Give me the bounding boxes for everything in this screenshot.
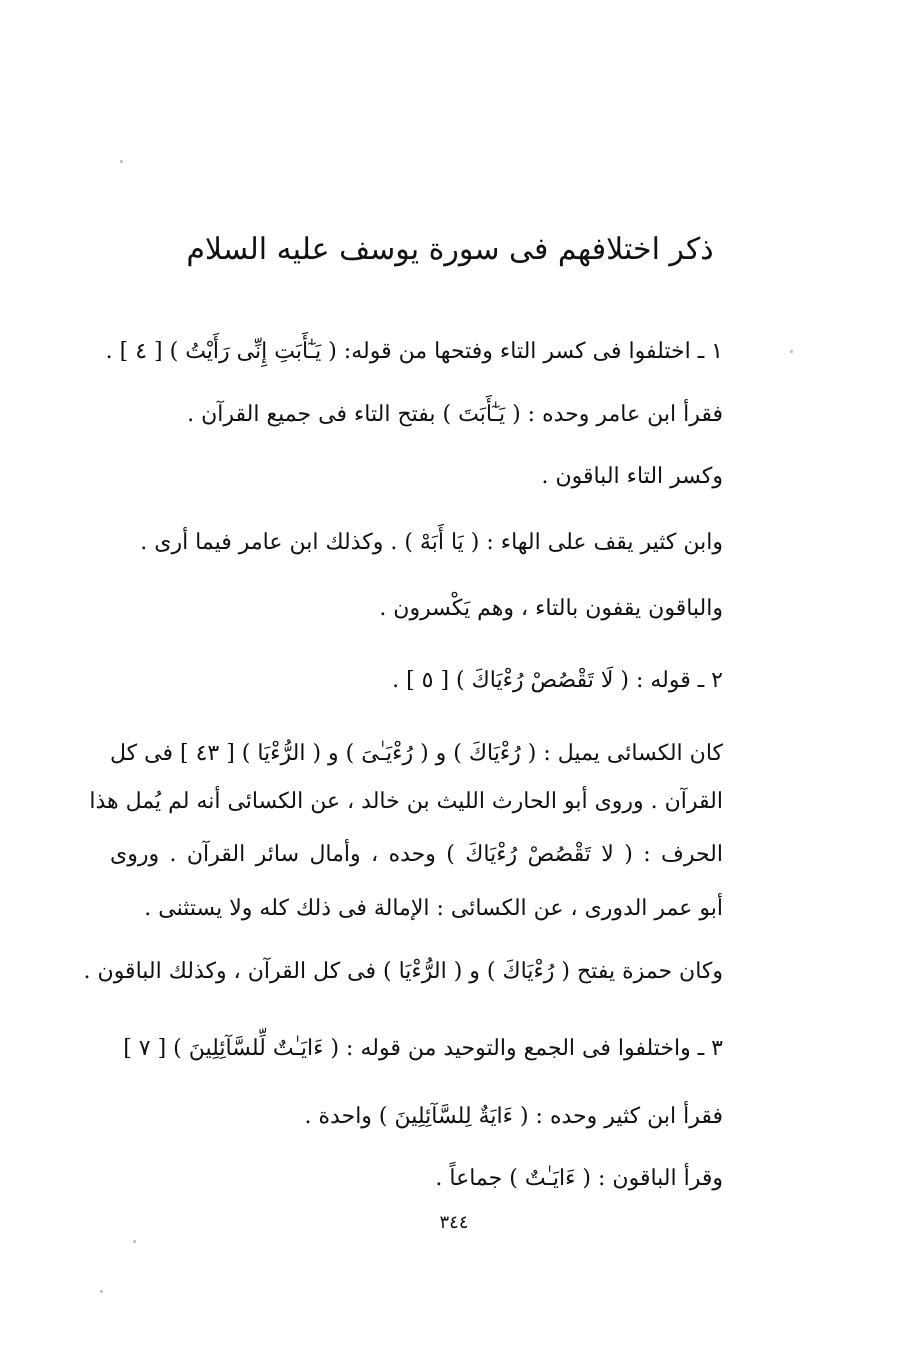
scan-speck [790, 350, 793, 353]
page-number: ٣٤٤ [439, 1212, 469, 1233]
scan-speck [120, 160, 123, 163]
text-line-14: وقرأ الباقون : ( ءَايَـٰتٌ ) جماعاً . [435, 1166, 723, 1191]
text-line-3: وكسر التاء الباقون . [541, 464, 723, 489]
text-line-8: القرآن . وروى أبو الحارث الليث بن خالد ، عن الكسائى أنه لم يُمل هذا [89, 789, 723, 814]
text-line-4: وابن كثير يقف على الهاء : ( يَا أَبَهْ ) . وكذلك ابن عامر فيما أرى . [140, 530, 723, 555]
chapter-title: ذكر اختلافهم فى سورة يوسف عليه السلام [186, 232, 714, 267]
text-line-12: ٣ ـ واختلفوا فى الجمع والتوحيد من قوله : ( ءَايَـٰتٌ لِّلسَّآئِلِينَ ) [ ٧ ] [123, 1036, 723, 1061]
text-line-7: كان الكسائى يميل : ( رُءْيَاكَ ) و ( رُءْيَـٰىَ ) و ( الرُّءْيَا ) [ ٤٣ ] فى كل [110, 741, 723, 766]
text-line-9: الحرف : ( لا تَقْصُصْ رُءْيَاكَ ) وحده ، وأمال سائر القرآن . وروى [110, 842, 723, 867]
text-line-11: وكان حمزة يفتح ( رُءْيَاكَ ) و ( الرُّءْيَا ) فى كل القرآن ، وكذلك الباقون . [83, 959, 723, 984]
text-line-5: والباقون يقفون بالتاء ، وهم يَكْسرون . [379, 596, 723, 621]
text-line-2: فقرأ ابن عامر وحده : ( يَـٰٓأَبَتَ ) بفتح التاء فى جميع القرآن . [187, 402, 723, 427]
text-line-10: أبو عمر الدورى ، عن الكسائى : الإمالة فى ذلك كله ولا يستثنى . [144, 896, 723, 921]
scan-speck [100, 1290, 103, 1293]
text-line-6: ٢ ـ قوله : ( لَا تَقْصُصْ رُءْيَاكَ ) [ ٥ ] . [392, 668, 723, 693]
scan-speck [133, 1240, 136, 1243]
text-line-1: ١ ـ اختلفوا فى كسر التاء وفتحها من قوله: ( يَـٰٓأَبَتِ إِنِّى رَأَيْتُ ) [ ٤ ] . [105, 339, 723, 364]
text-line-13: فقرأ ابن كثير وحده : ( ءَايَةٌ لِلسَّآئِلِينَ ) واحدة . [304, 1104, 723, 1129]
